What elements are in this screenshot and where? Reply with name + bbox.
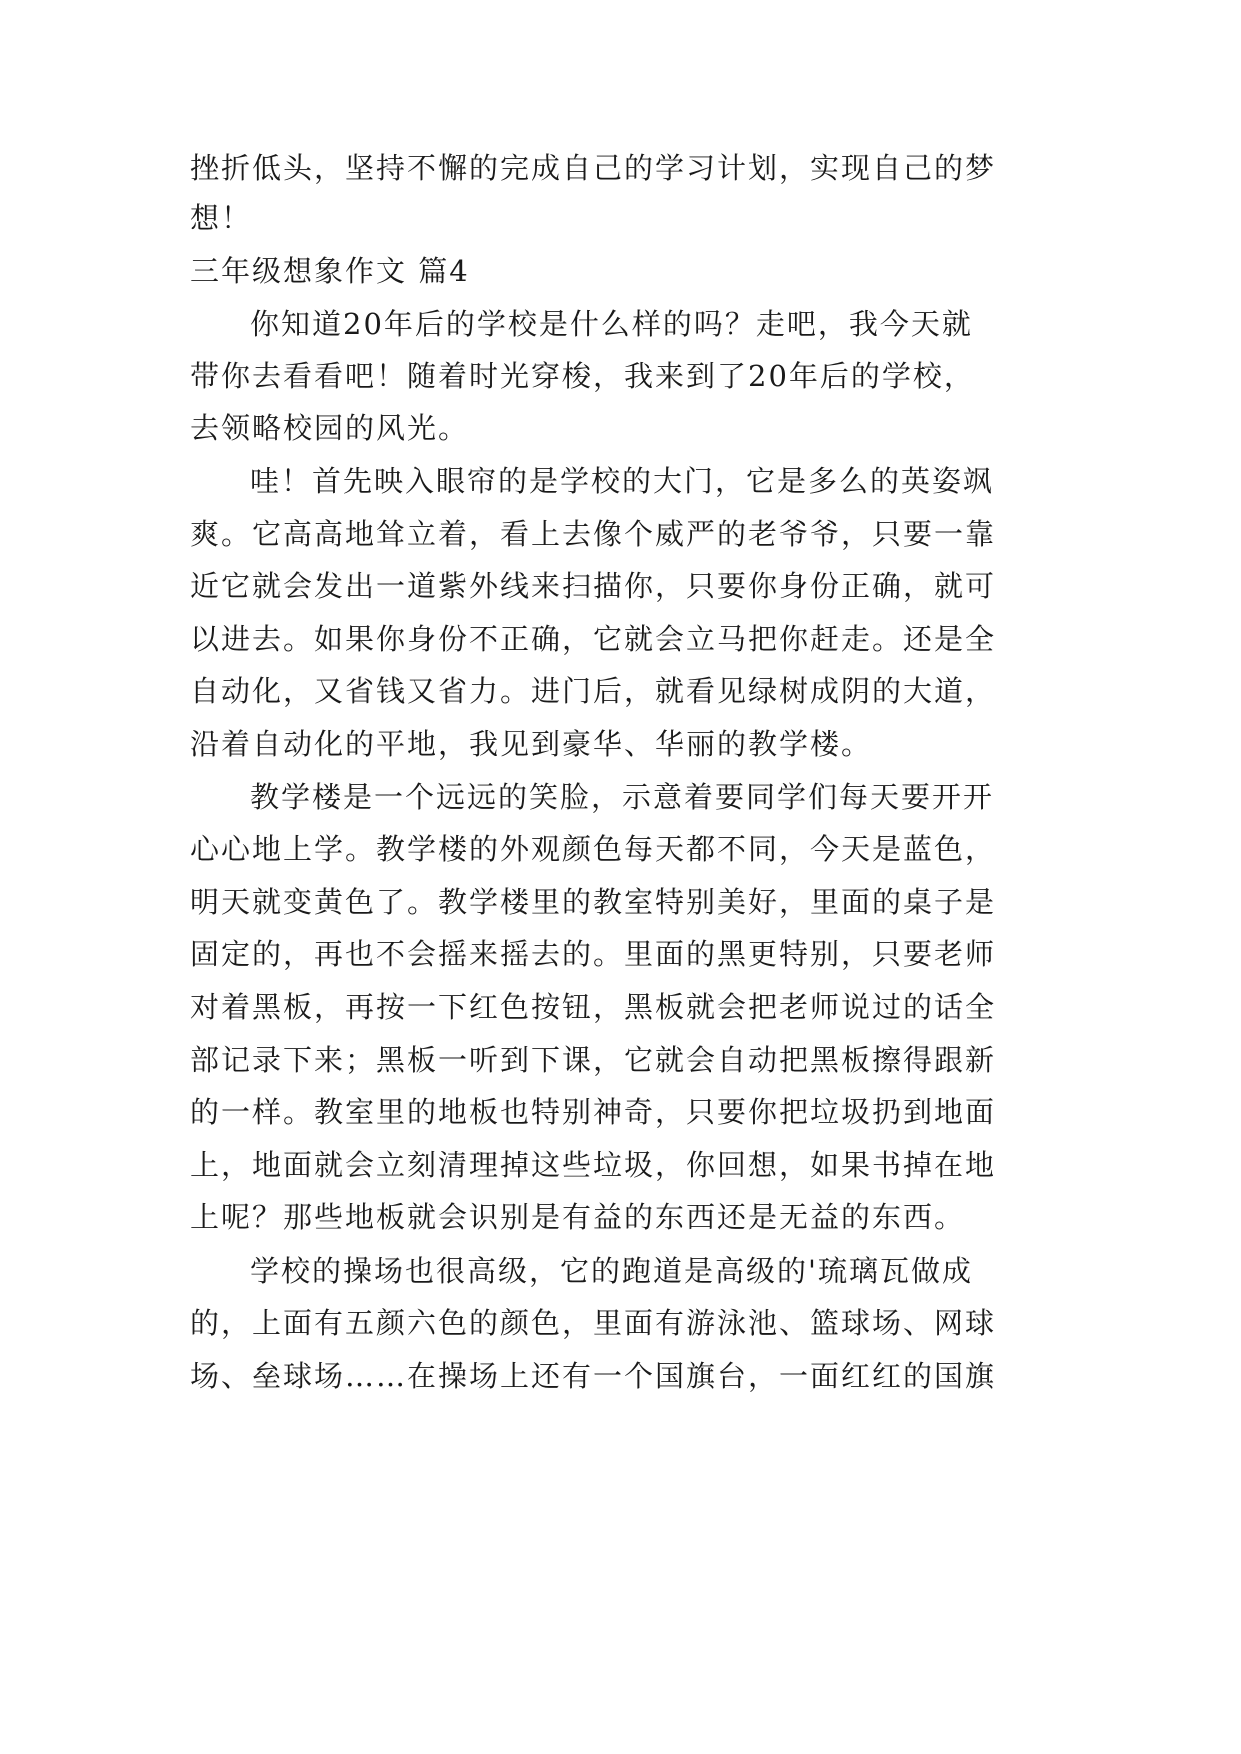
text-line: 部记录下来；黑板一听到下课，它就会自动把黑板擦得跟新 [190, 1043, 997, 1077]
text-line: 的，上面有五颜六色的颜色，里面有游泳池、篮球场、网球 [190, 1306, 997, 1340]
text-line: 的一样。教室里的地板也特别神奇，只要你把垃圾扔到地面 [190, 1095, 997, 1129]
text-line: 爽。它高高地耸立着，看上去像个威严的老爷爷，只要一靠 [190, 517, 997, 551]
text-line: 教学楼是一个远远的笑脸，示意着要同学们每天要开开 [250, 780, 995, 814]
section-heading: 三年级想象作文 篇4 [190, 254, 470, 288]
text-line: 学校的操场也很高级，它的跑道是高级的'琉璃瓦做成 [250, 1254, 973, 1288]
text-line: 固定的，再也不会摇来摇去的。里面的黑更特别，只要老师 [190, 937, 997, 971]
text-line: 场、垒球场……在操场上还有一个国旗台，一面红红的国旗 [190, 1359, 997, 1393]
text-line: 以进去。如果你身份不正确，它就会立马把你赶走。还是全 [190, 622, 997, 656]
text-line: 带你去看看吧！随着时光穿梭，我来到了20年后的学校， [190, 359, 975, 393]
text-line: 心心地上学。教学楼的外观颜色每天都不同，今天是蓝色， [190, 832, 997, 866]
text-line: 你知道20年后的学校是什么样的吗？走吧，我今天就 [250, 307, 973, 341]
text-line: 上，地面就会立刻清理掉这些垃圾，你回想，如果书掉在地 [190, 1148, 997, 1182]
text-line: 哇！首先映入眼帘的是学校的大门，它是多么的英姿飒 [250, 464, 995, 498]
text-line: 对着黑板，再按一下红色按钮，黑板就会把老师说过的话全 [190, 990, 997, 1024]
text-line: 近它就会发出一道紫外线来扫描你，只要你身份正确，就可 [190, 569, 997, 603]
text-line: 沿着自动化的平地，我见到豪华、华丽的教学楼。 [190, 727, 873, 761]
text-line: 挫折低头，坚持不懈的完成自己的学习计划，实现自己的梦 [190, 151, 997, 185]
text-line: 上呢？那些地板就会识别是有益的东西还是无益的东西。 [190, 1200, 966, 1234]
text-line: 自动化，又省钱又省力。进门后，就看见绿树成阴的大道， [190, 674, 997, 708]
text-line: 明天就变黄色了。教学楼里的教室特别美好，里面的桌子是 [190, 885, 997, 919]
text-line: 去领略校园的风光。 [190, 411, 470, 445]
text-line: 想！ [190, 201, 253, 235]
